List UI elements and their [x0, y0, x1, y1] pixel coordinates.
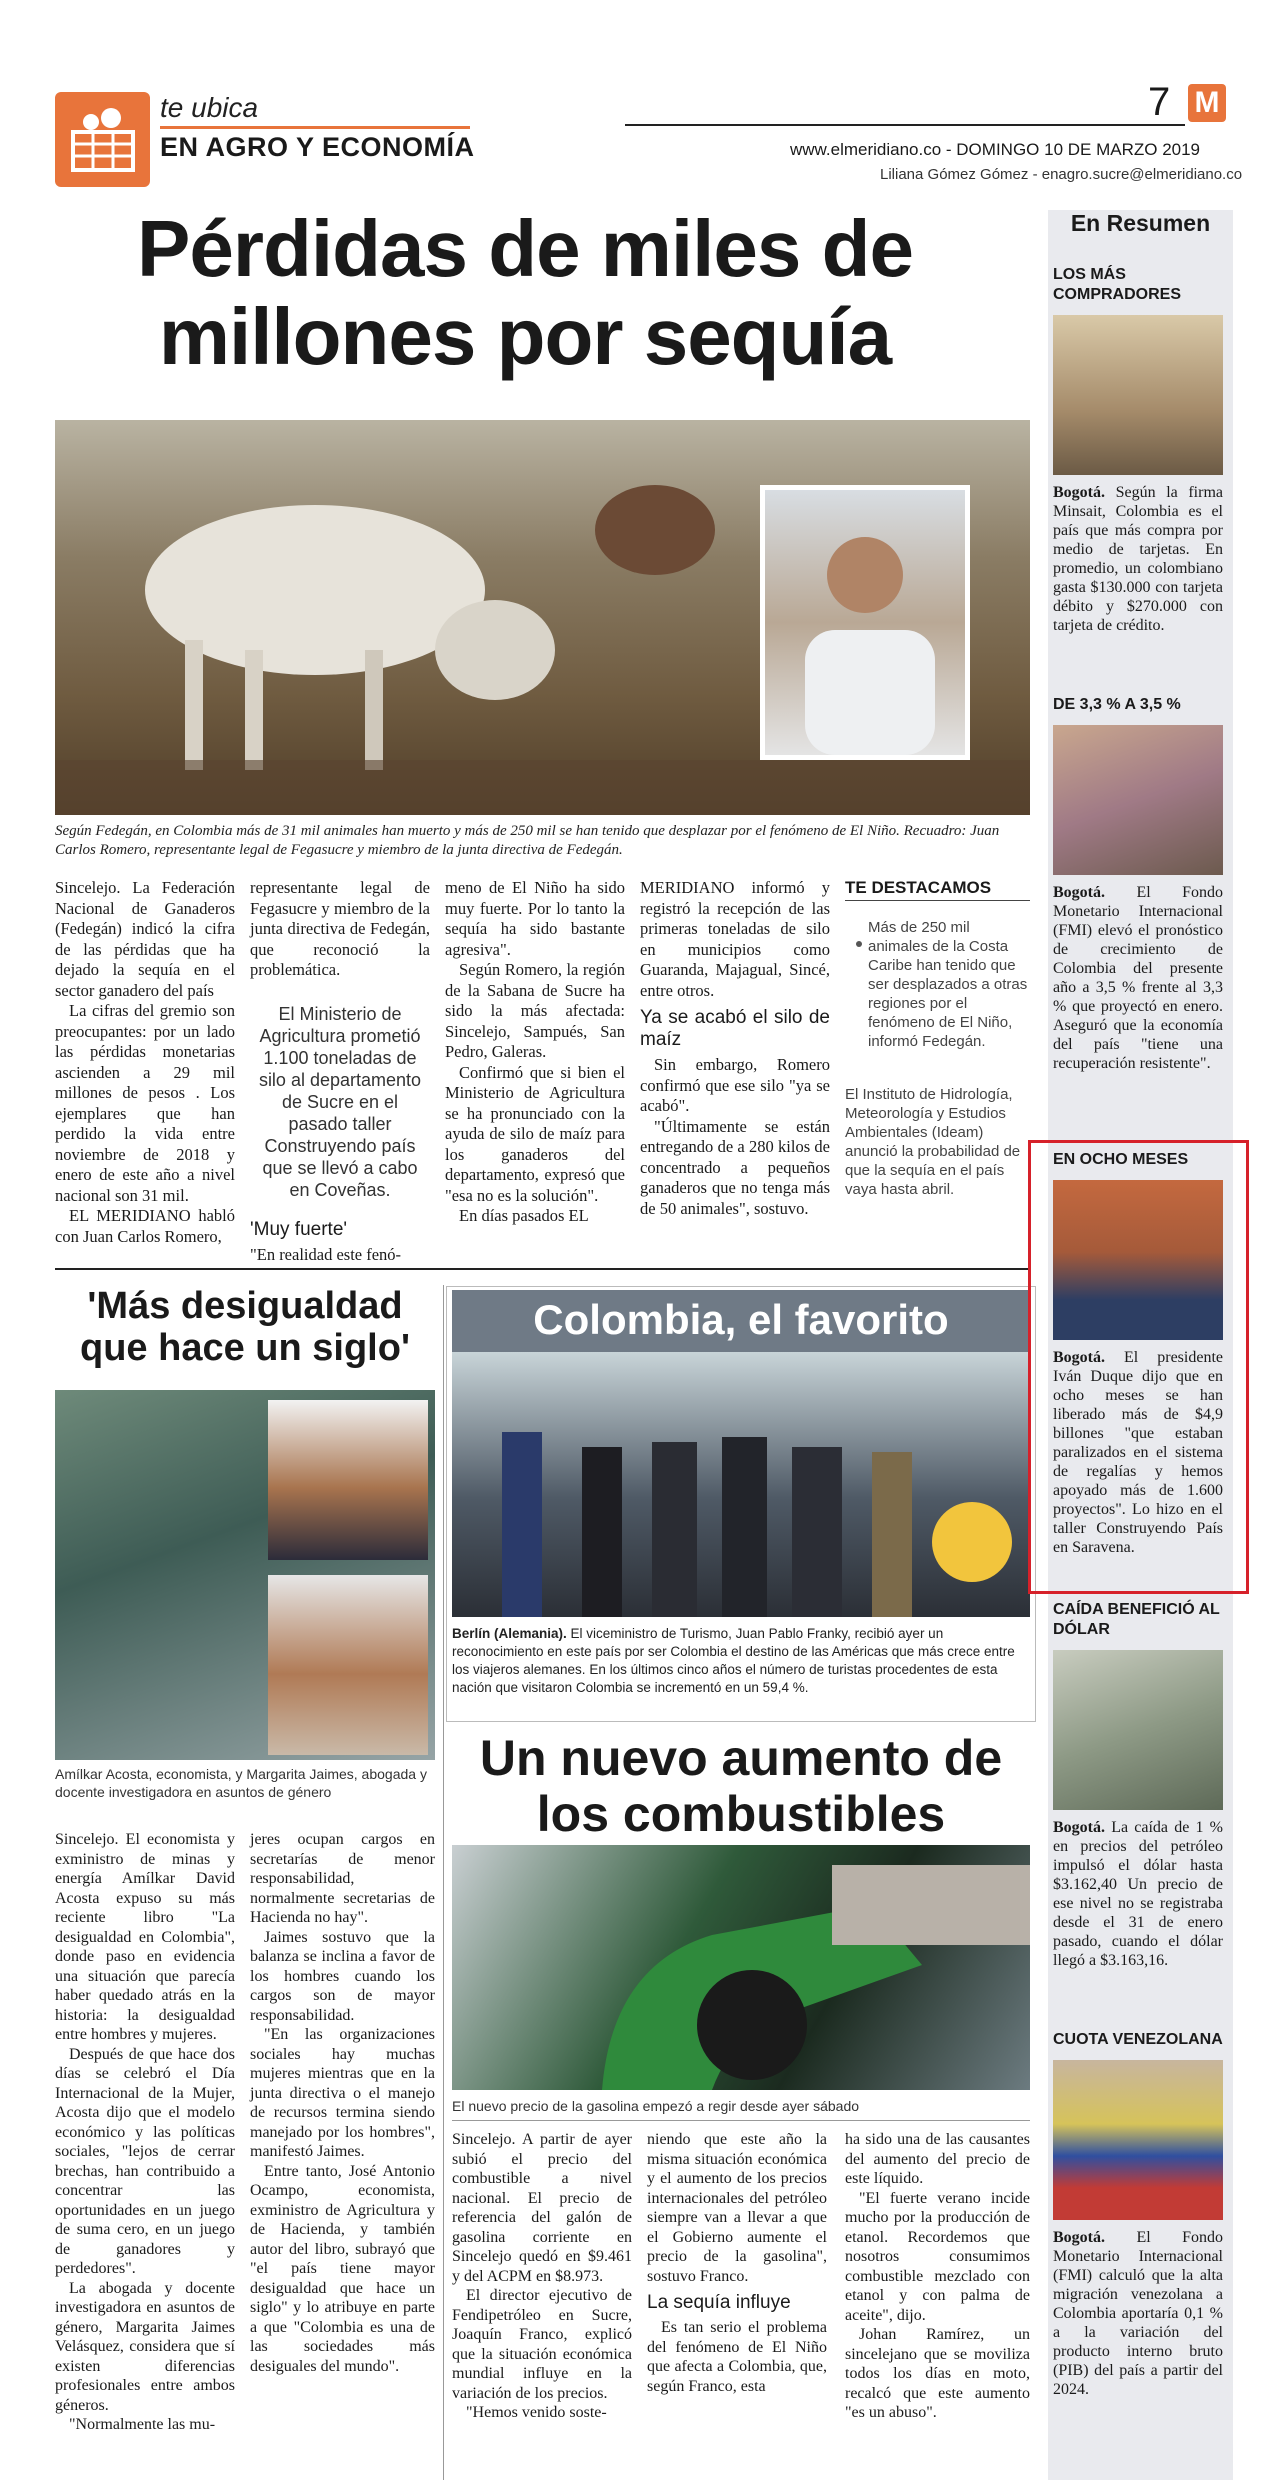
section-divider [160, 126, 470, 129]
subheading: La sequía influye [647, 2292, 791, 2313]
section-title: EN AGRO Y ECONOMÍA [160, 132, 475, 162]
paragraph: representante legal de Fegasucre y miembro de la junta directiva de Fedegán, que reconoció la problemática. [250, 878, 430, 979]
paragraph: Es tan serio el problema del fenómeno de El Niño que afecta a Colombia, que, según Franco, esta [647, 2319, 827, 2395]
paragraph: El director ejecutivo de Fendipetróleo en Sucre, Joaquín Franco, explicó que la situación económica mundial influye en la variación de los precios. [452, 2287, 632, 2402]
paragraph: meno de El Niño ha sido muy fuerte. Por lo tanto la sequía ha sido bastante agresiva". [445, 878, 625, 959]
sidebar-item-body: El Fondo Monetario Internacional (FMI) elevó el pronóstico de crecimiento de Colombia del presente año a 3,5 % frente al 3,3 % que proyectó en enero. Aseguró que la economía del país "tiene una recuperación resistente". [1053, 884, 1223, 1072]
main-story-col-1 [55, 878, 235, 1247]
dateline: www.elmeridiano.co - DOMINGO 10 DE MARZO 2019 [790, 140, 1201, 159]
sidebar-item-title: EN OCHO MESES [1053, 1151, 1189, 1168]
paragraph: Sin embargo, Romero confirmó que ese silo "ya se acabó". [640, 1055, 830, 1115]
paragraph: "Normalmente las mu- [69, 2416, 216, 2433]
subheading: Ya se acabó el silo de maíz [640, 1007, 830, 1050]
paragraph: "En las organizaciones sociales hay muchas mujeres mientras que en la junta directiva o el manejo de recursos termina siendo manejado por los hombres", manifestó Jaimes. [250, 2026, 435, 2160]
paragraph: Según Romero, la región de la Sabana de Sucre ha sido la más afectada: Sincelejo, Sampués, San Pedro, Galeras. [445, 960, 625, 1061]
highlight-item: Más de 250 mil animales de la Costa Caribe han tenido que ser desplazados a otras regiones por el fenómeno de El Niño, informó Fedegán. [868, 919, 1028, 1050]
sidebar-item-title: DE 3,3 % A 3,5 % [1053, 696, 1181, 713]
caption-rule [452, 2120, 1030, 2121]
sidebar-item-body: El presidente Iván Duque dijo que en ocho meses se han liberado más de $4,9 billones "que estaban paralizados en el sistema de regalías y hemos apoyado más de 1.600 proyectos". Lo hizo en el taller Construyendo País en Saravena. [1053, 1349, 1223, 1556]
sidebar-item-body: El Fondo Monetario Internacional (FMI) calculó que la alta migración venezolana a Colombia aportaría 0,1 % a la variación del producto interno bruto (PIB) del país a partir del 2024. [1053, 2229, 1223, 2398]
paragraph: Entre tanto, José Antonio Ocampo, economista, exministro de Agricultura y de Hacienda, y también autor del libro, subrayó que "el país tiene mayor desigualdad que hace un siglo" y lo atribuye en parte a que "Colombia es una de las sociedades más desiguales del mundo". [250, 2162, 435, 2375]
main-story-col-3 [445, 878, 625, 1227]
sidebar-item-text [1053, 2228, 1223, 2399]
highlights-rule [845, 900, 1030, 901]
sidebar-item-title: LOS MÁS COMPRADORES [1053, 266, 1182, 303]
sidebar-photo-market [1053, 315, 1223, 475]
paragraph: Johan Ramírez, un sincelejano que se moviliza todos los días en moto, recalcó que este aumento "es un abuso". [845, 2326, 1030, 2421]
column-rule [443, 1285, 444, 2480]
page-number: 7 [1148, 80, 1171, 124]
highlight-item: El Instituto de Hidrología, Meteorología y Estudios Ambientales (Ideam) anunció la probabilidad de que la sequía en el país vaya hasta abril. [845, 1086, 1021, 1198]
colombia-favorito-caption [452, 1625, 1027, 1697]
sidebar-item-compradores [1053, 265, 1223, 635]
photo-margarita-jaimes [268, 1575, 428, 1755]
combustibles-caption: El nuevo precio de la gasolina empezó a regir desde ayer sábado [452, 2098, 860, 2114]
sidebar-item-fmi-crecimiento [1053, 695, 1223, 1073]
paragraph: Sincelejo. La Federación Nacional de Ganaderos (Fedegán) indicó la cifra de las pérdidas que ha dejado la sequía en el sector ganadero del país [55, 878, 235, 1000]
section-rule [55, 1268, 1030, 1270]
inset-photo-romero [760, 485, 970, 760]
paragraph: "Hemos venido soste- [466, 2404, 607, 2421]
subheading: 'Muy fuerte' [250, 1218, 348, 1240]
sidebar-item-dolar [1053, 1600, 1223, 1970]
paragraph: "El fuerte verano incide mucho por la producción de etanol. Recordemos que nosotros consumimos combustible mezclado con etanol y con palma de aceite", dijo. [845, 2189, 1030, 2324]
sidebar-item-lead: Bogotá. [1053, 1819, 1105, 1836]
paragraph: "En realidad este fenó- [250, 1244, 402, 1264]
caption-text: El viceministro de Turismo, Juan Pablo Franky, recibió ayer un reconocimiento en este país por ser Colombia el destino de las Américas que más crece entre los viajeros alemanes. En los últimos cinco años el número de turistas procedentes de esta nación que visitaron Colombia se incrementó en un 59,4 %. [452, 1626, 1015, 1695]
main-headline: Pérdidas de miles de millones por sequía [137, 204, 913, 381]
sidebar-photo-dollars [1053, 1650, 1223, 1810]
combustibles-col-2 [647, 2130, 827, 2396]
paragraph: "Últimamente se están entregando de a 280 kilos de concentrado a pequeños ganaderos que no tenga más de 50 animales", sostuvo. [640, 1116, 830, 1218]
pull-quote: El Ministerio de Agricultura prometió 1.100 toneladas de silo al departamento de Sucre en el pasado taller Construyendo país que se llevó a cabo en Coveñas. [258, 1003, 422, 1200]
sidebar-item-text [1053, 483, 1223, 635]
bullet-icon [856, 941, 862, 947]
paragraph: Jaimes sostuvo que la balanza se inclina a favor de los hombres cuando los cargos son de mayor responsabilidad. [250, 1928, 435, 2024]
sidebar-item-title: CAÍDA BENEFICIÓ AL DÓLAR [1053, 1601, 1220, 1638]
sidebar-item-lead: Bogotá. [1053, 484, 1105, 501]
brand-logo: M [1188, 84, 1226, 122]
header-rule [625, 124, 1185, 126]
paragraph: MERIDIANO informó y registró la recepción de las primeras toneladas de silo en municipios como Guaranda, Majagual, Sincé, entre otros. [640, 878, 830, 1000]
sidebar-item-title: CUOTA VENEZOLANA [1053, 2031, 1223, 2048]
paragraph: jeres ocupan cargos en secretarías de menor responsabilidad, normalmente secretarias de Hacienda no hay". [250, 1831, 435, 1926]
highlights-title: TE DESTACAMOS [845, 878, 992, 897]
sidebar-item-venezolana [1053, 2030, 1223, 2399]
sidebar-heading: En Resumen [1070, 210, 1211, 236]
paragraph: ha sido una de las causantes del aumento del precio de este líquido. [845, 2131, 1030, 2187]
paragraph: En días pasados EL [459, 1206, 589, 1225]
sidebar-photo-migrants [1053, 2060, 1223, 2220]
sidebar-photo-banknotes [1053, 725, 1223, 875]
sidebar-item-text [1053, 883, 1223, 1073]
desigualdad-col-1 [55, 1830, 235, 2435]
paragraph: niendo que este año la misma situación económica y el aumento de los precios internacionales del petróleo siempre van a llevar a que el Gobierno aumente el precio de la gasolina", sostuvo Franco. [647, 2131, 827, 2285]
main-story-col-2 [250, 878, 430, 1265]
section-subtitle: te ubica [160, 92, 259, 123]
byline: Liliana Gómez Gómez - enagro.sucre@elmeridiano.co [880, 166, 1243, 183]
sidebar-item-lead: Bogotá. [1053, 2229, 1105, 2246]
main-photo-caption: Según Fedegán, en Colombia más de 31 mil animales han muerto y más de 250 mil se han tenido que desplazar por el fenómeno de El Niño. Recuadro: Juan Carlos Romero, representante legal de Fegasucre y miembro de la junta directiva de Fedegán. [55, 823, 1000, 858]
paragraph: Confirmó que si bien el Ministerio de Agricultura se ha pronunciado con la ayuda de silo de maíz para los ganaderos del departamento, expresó que "esa no es la solución". [445, 1062, 625, 1205]
desigualdad-caption: Amílkar Acosta, economista, y Margarita Jaimes, abogada y docente investigadora en asuntos de género [55, 1766, 427, 1800]
paragraph: Sincelejo. A partir de ayer subió el precio del combustible a nivel nacional. El precio de referencia del galón de gasolina corriente en Sincelejo quedó en $9.461 y del ACPM en $8.973. [452, 2131, 632, 2285]
desigualdad-headline: 'Más desigualdad que hace un siglo' [80, 1285, 410, 1369]
paragraph: Sincelejo. El economista y exministro de minas y energía Amílkar David Acosta expuso su más reciente libro "La desigualdad en Colombia", donde paso en evidencia una situación que parecía haber quedado atrás en la historia: la desigualdad entre hombres y mujeres. [55, 1831, 235, 2043]
paragraph: La abogada y docente investigadora en asuntos de género, Margarita Jaimes Velásquez, considera que sí existen diferencias profesionales entre ambos géneros. [55, 2279, 235, 2414]
desigualdad-col-2 [250, 1830, 435, 2376]
sidebar-item-lead: Bogotá. [1053, 884, 1105, 901]
photo-amilkar-acosta [268, 1400, 428, 1560]
combustibles-col-3 [845, 2130, 1030, 2423]
sidebar-item-lead: Bogotá. [1053, 1349, 1105, 1366]
section-logo-icon [55, 92, 150, 187]
colombia-favorito-photo [452, 1352, 1030, 1617]
combustibles-headline: Un nuevo aumento de los combustibles [479, 1730, 1003, 1842]
sidebar-item-text [1053, 1818, 1223, 1970]
paragraph: EL MERIDIANO habló con Juan Carlos Romero, [55, 1206, 235, 1246]
caption-lead: Berlín (Alemania). [452, 1626, 567, 1641]
paragraph: La cifras del gremio son preocupantes: por un lado las pérdidas monetarias ascienden a 29 mil millones de pesos . Los ejemplares que han perdido la vida entre noviembre de 2018 y enero de este año a nivel nacional son 31 mil. [55, 1001, 235, 1205]
sidebar-item-body: La caída de 1 % en precios del petróleo impulsó el dólar hasta $3.162,40 Un precio de ese nivel no se registraba desde el 31 de enero pasado, cuando el dólar llegó a $3.163,16. [1053, 1819, 1223, 1969]
colombia-favorito-headline: Colombia, el favorito [533, 1296, 949, 1343]
main-story-col-4 [640, 878, 830, 1219]
combustibles-photo-fuel-nozzle [452, 1845, 1030, 2090]
highlight-box [1028, 1140, 1249, 1594]
sidebar-item-body: Según la firma Minsait, Colombia es el país que más compra por medio de tarjetas. En promedio, un colombiano gasta $130.000 con tarjeta débito y $270.000 con tarjeta de crédito. [1053, 484, 1224, 634]
combustibles-col-1 [452, 2130, 632, 2423]
paragraph: Después de que hace dos días se celebró el Día Internacional de la Mujer, Acosta dijo que el modelo económico y las políticas sociales, "lejos de cerrar brechas, han contribuido a concentrar las oportunidades en un juego de suma cero, en un juego de ganadores y perdedores". [55, 2045, 235, 2277]
